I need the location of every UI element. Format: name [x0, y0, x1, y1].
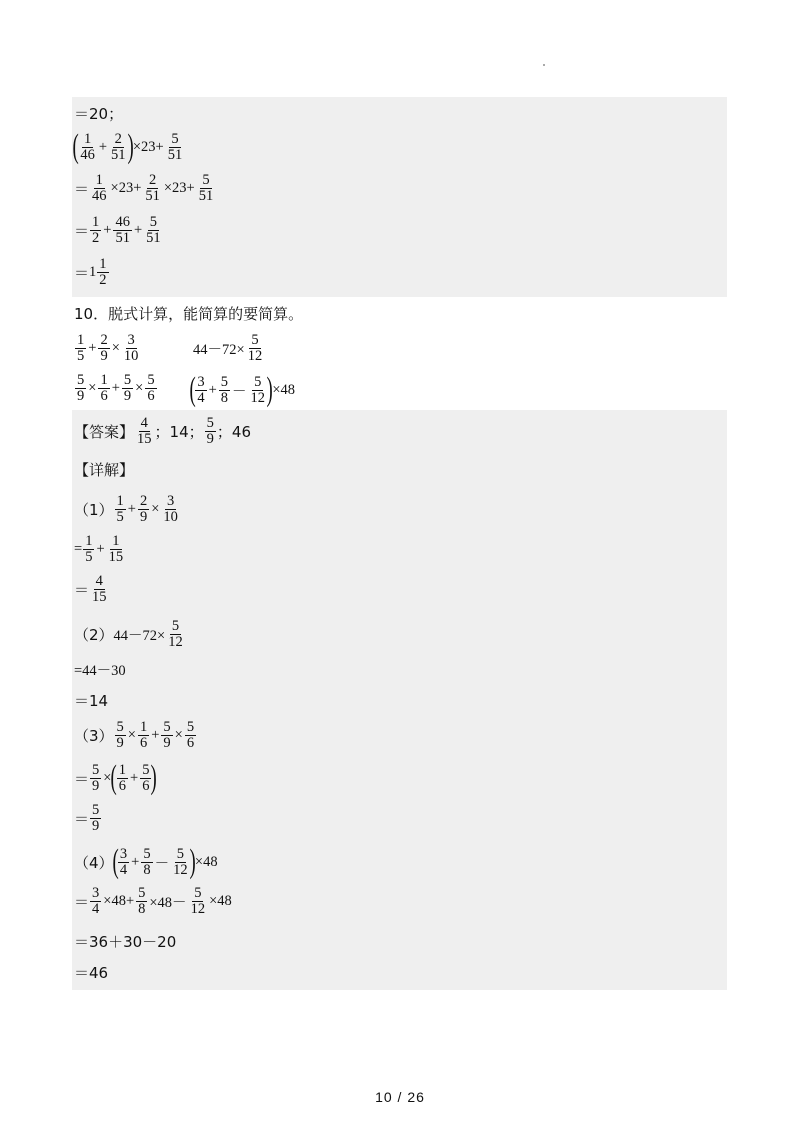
denominator: 51: [198, 188, 214, 204]
fraction: [161, 720, 172, 751]
numerator: 1: [100, 372, 108, 388]
math-token: （3）: [74, 727, 114, 745]
answer-line: [74, 416, 251, 447]
fraction: [138, 494, 149, 525]
fraction: [141, 847, 152, 878]
denominator: 12: [190, 901, 206, 917]
detail-4-expr: [74, 845, 219, 879]
math-token: ；: [216, 423, 232, 441]
numerator: 4: [95, 573, 103, 589]
math-token: +: [127, 501, 136, 517]
fraction: [98, 373, 109, 404]
numerator: 5: [220, 373, 229, 390]
numerator: 2: [100, 332, 108, 348]
question-expr-2: [193, 333, 265, 364]
numerator: 5: [254, 373, 262, 390]
math-token: 46: [231, 422, 251, 441]
denominator: 9: [163, 735, 171, 751]
denominator: 12: [250, 389, 266, 406]
math-token: ×48+: [103, 893, 135, 909]
denominator: 9: [77, 388, 85, 404]
numerator: 5: [77, 372, 85, 388]
denominator: 8: [220, 389, 229, 406]
denominator: 6: [147, 388, 155, 404]
fraction: [115, 494, 126, 525]
numerator: 5: [206, 415, 214, 431]
stray-mark: [543, 64, 545, 66]
denominator: 5: [116, 509, 124, 525]
fraction: [122, 373, 133, 404]
math-token: ×: [103, 769, 112, 786]
numerator: 5: [171, 618, 180, 634]
numerator: 2: [139, 493, 148, 509]
fraction: [107, 534, 126, 565]
numerator: 1: [118, 761, 127, 778]
denominator: 2: [99, 272, 107, 288]
fraction: [83, 534, 94, 565]
denominator: 10: [163, 509, 178, 525]
question-expr-1: [74, 333, 141, 364]
parenthesis: ): [266, 371, 273, 408]
parenthesis: ): [189, 843, 196, 880]
question-title: [74, 303, 303, 324]
denominator: 15: [137, 431, 152, 447]
denominator: 9: [116, 735, 124, 751]
answer-label: 【答案】: [74, 423, 135, 441]
math-token: ×: [127, 727, 136, 743]
denominator: 8: [138, 901, 146, 917]
prev-step-result: [74, 103, 123, 124]
parenthesis: (: [72, 128, 79, 165]
fraction: [75, 373, 86, 404]
prev-step-3: [74, 215, 164, 246]
math-token: ×48: [272, 381, 296, 398]
denominator: 46: [92, 188, 107, 204]
denominator: 9: [92, 777, 100, 794]
denominator: 9: [100, 348, 108, 364]
fraction: [90, 803, 101, 834]
question-expr-4: [191, 373, 296, 407]
math-token: ×23+: [163, 180, 195, 196]
denominator: 4: [197, 389, 205, 406]
detail-3-step1: [74, 761, 156, 795]
numerator: 5: [176, 845, 184, 862]
fraction: [166, 132, 185, 163]
math-token: ×: [174, 727, 183, 743]
math-token: 【详解】: [74, 461, 135, 479]
fraction: [138, 720, 149, 751]
numerator: 1: [77, 332, 85, 348]
fraction: [97, 257, 108, 288]
detail-3-step2: [74, 803, 102, 834]
parenthesis: (: [189, 371, 196, 408]
math-token: ；: [154, 423, 170, 441]
fraction: [205, 416, 216, 447]
math-token: （4）: [74, 853, 114, 872]
parenthesis: (: [111, 759, 118, 796]
math-token: +: [96, 541, 105, 557]
math-token: 14: [169, 422, 189, 441]
denominator: 51: [167, 146, 183, 163]
detail-1-step1: [74, 534, 126, 565]
fraction: [246, 333, 265, 364]
denominator: 6: [142, 777, 150, 794]
math-token: +: [88, 340, 97, 356]
fraction: [195, 375, 206, 406]
math-token: （1）: [74, 501, 114, 519]
fraction: [136, 886, 147, 917]
math-token: ＝36＋30－20: [74, 933, 177, 951]
parenthesis: ): [127, 128, 134, 165]
detail-1-expr: [74, 494, 181, 525]
denominator: 51: [111, 146, 126, 163]
math-token: ×48: [209, 893, 232, 909]
fraction: [90, 173, 109, 204]
fraction: [113, 215, 132, 246]
numerator: 1: [116, 493, 124, 509]
page-number: 10 / 26: [375, 1089, 425, 1105]
denominator: 51: [146, 230, 161, 246]
numerator: 5: [123, 372, 132, 388]
math-token: ＝46: [74, 964, 109, 982]
numerator: 5: [138, 885, 146, 901]
fraction: [144, 215, 163, 246]
numerator: 1: [83, 130, 92, 147]
fraction: [109, 132, 128, 163]
denominator: 15: [108, 549, 124, 565]
math-token: ＝14: [74, 692, 109, 710]
fraction: [249, 375, 268, 406]
numerator: 46: [115, 214, 130, 230]
numerator: 1: [112, 533, 120, 549]
fraction: [90, 574, 109, 605]
math-token: =44－30: [74, 663, 126, 679]
numerator: 1: [139, 719, 148, 735]
fraction: [90, 215, 101, 246]
math-token: +: [131, 853, 140, 870]
fraction: [90, 886, 101, 917]
numerator: 3: [127, 332, 135, 348]
numerator: 5: [171, 130, 179, 147]
denominator: 51: [145, 188, 160, 204]
numerator: 1: [95, 172, 103, 188]
fraction: [117, 763, 128, 794]
fraction: [135, 416, 154, 447]
math-token: +: [151, 727, 160, 743]
question-expr-3: [74, 373, 158, 404]
numerator: 5: [142, 761, 150, 778]
math-token: ＝: [74, 893, 90, 911]
numerator: 1: [85, 533, 93, 549]
numerator: 5: [163, 719, 171, 735]
numerator: 3: [197, 373, 205, 390]
numerator: 5: [194, 885, 202, 901]
numerator: 5: [116, 719, 124, 735]
math-token: 10．脱式计算，能简算的要简算。: [74, 305, 304, 323]
numerator: 5: [143, 845, 151, 862]
denominator: 9: [123, 388, 132, 404]
denominator: 8: [143, 861, 151, 878]
fraction: [171, 847, 190, 878]
numerator: 2: [149, 172, 157, 188]
denominator: 5: [85, 549, 93, 565]
numerator: 5: [92, 761, 100, 778]
math-token: +: [103, 222, 112, 238]
math-token: +: [98, 138, 108, 155]
detail-4-step3: [74, 962, 108, 983]
prev-step-4: [74, 257, 110, 288]
fraction: [189, 886, 208, 917]
detail-4-step1: [74, 886, 233, 917]
fraction: [145, 373, 156, 404]
denominator: 2: [92, 230, 100, 246]
numerator: 1: [92, 214, 100, 230]
fraction: [122, 333, 141, 364]
numerator: 5: [186, 719, 195, 735]
math-token: ＝20；: [74, 105, 124, 123]
detail-2-step2: [74, 690, 108, 711]
numerator: 3: [92, 885, 100, 901]
numerator: 5: [92, 802, 100, 818]
math-token: +: [130, 769, 139, 786]
denominator: 9: [139, 509, 148, 525]
numerator: 3: [167, 493, 175, 509]
fraction: [90, 763, 101, 794]
math-token: ＝: [74, 810, 90, 828]
denominator: 9: [206, 431, 214, 447]
math-token: ；: [188, 423, 204, 441]
denominator: 12: [247, 348, 263, 364]
math-token: 44－72×: [193, 342, 245, 358]
math-token: ×48: [194, 853, 218, 870]
math-token: 1: [89, 264, 97, 280]
denominator: 51: [115, 230, 130, 246]
math-token: （2）: [74, 626, 114, 644]
numerator: 5: [202, 172, 210, 188]
numerator: 1: [99, 256, 107, 272]
math-token: －: [154, 855, 170, 872]
denominator: 46: [80, 146, 95, 163]
numerator: 5: [251, 332, 259, 348]
denominator: 6: [100, 388, 108, 404]
math-token: ＝: [74, 180, 90, 198]
parenthesis: (: [112, 843, 119, 880]
fraction: [78, 132, 97, 163]
fraction: [166, 619, 185, 650]
denominator: 9: [92, 818, 100, 834]
math-token: －: [232, 383, 247, 400]
math-token: ×23+: [110, 180, 142, 196]
parenthesis: ): [151, 759, 158, 796]
fraction: [219, 375, 230, 406]
fraction: [185, 720, 196, 751]
math-token: ×: [111, 340, 120, 356]
denominator: 12: [173, 861, 188, 878]
detail-label: [74, 459, 134, 480]
math-token: ×23+: [132, 138, 164, 155]
detail-2-expr: [74, 619, 186, 650]
math-token: ×: [151, 501, 160, 517]
numerator: 5: [149, 214, 158, 230]
denominator: 6: [186, 735, 195, 751]
math-token: ×48－: [149, 895, 187, 911]
math-token: ×: [135, 380, 144, 396]
denominator: 5: [77, 348, 85, 364]
prev-step-2: [74, 173, 216, 204]
detail-4-step2: [74, 931, 176, 952]
denominator: 10: [123, 348, 139, 364]
fraction: [118, 847, 129, 878]
denominator: 12: [168, 634, 183, 650]
prev-expression: [74, 130, 185, 164]
fraction: [161, 494, 180, 525]
denominator: 4: [92, 901, 100, 917]
fraction: [115, 720, 126, 751]
math-token: +: [208, 381, 217, 398]
math-token: +: [111, 380, 120, 396]
fraction: [197, 173, 216, 204]
fraction: [75, 333, 86, 364]
fraction: [98, 333, 109, 364]
math-token: ×: [88, 380, 97, 396]
math-token: ＝: [74, 222, 90, 240]
numerator: 2: [114, 130, 122, 147]
denominator: 15: [92, 589, 107, 605]
math-token: +: [133, 222, 143, 238]
numerator: 4: [140, 415, 148, 431]
denominator: 6: [139, 735, 148, 751]
math-token: ＝: [74, 264, 90, 282]
math-token: =: [74, 541, 83, 557]
math-token: 44－72×: [113, 628, 166, 644]
detail-1-step2: [74, 574, 110, 605]
math-token: ＝: [74, 769, 90, 788]
detail-2-step1: [74, 659, 126, 680]
numerator: 3: [119, 845, 128, 862]
numerator: 5: [147, 372, 155, 388]
denominator: 4: [119, 861, 128, 878]
math-token: ＝: [74, 581, 90, 599]
denominator: 6: [118, 777, 127, 794]
detail-3-expr: [74, 720, 197, 751]
fraction: [143, 173, 162, 204]
